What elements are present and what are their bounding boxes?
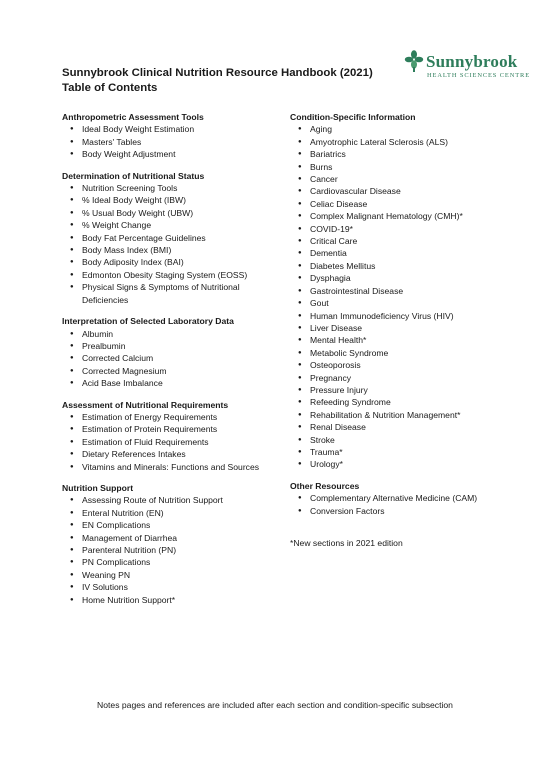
new-sections-note: *New sections in 2021 edition xyxy=(290,538,403,548)
toc-item: ● Prealbumin xyxy=(62,340,272,352)
toc-item: ● COVID-19* xyxy=(290,223,505,235)
toc-item: ● Rehabilitation & Nutrition Management* xyxy=(290,409,505,421)
toc-list xyxy=(290,123,505,470)
toc-item: ● Albumin xyxy=(62,328,272,340)
toc-item: ● Acid Base Imbalance xyxy=(62,377,272,389)
toc-item: ● Complex Malignant Hematology (CMH)* xyxy=(290,210,505,222)
toc-item: ● Physical Signs & Symptoms of Nutritional Deficiencies xyxy=(62,281,272,306)
toc-item: ● Human Immunodeficiency Virus (HIV) xyxy=(290,310,505,322)
toc-item: ● Parenteral Nutrition (PN) xyxy=(62,544,272,556)
toc-item: ● Burns xyxy=(290,161,505,173)
toc-item: ● Pregnancy xyxy=(290,372,505,384)
toc-item: ● Body Mass Index (BMI) xyxy=(62,244,272,256)
toc-item: ● Estimation of Energy Requirements xyxy=(62,411,272,423)
toc-item: ● Assessing Route of Nutrition Support xyxy=(62,494,272,506)
toc-item: ● Home Nutrition Support* xyxy=(62,594,272,606)
toc-list xyxy=(62,494,272,606)
footer-note: Notes pages and references are included after each section and condition-specific subsection xyxy=(97,700,453,710)
toc-item: ● Masters' Tables xyxy=(62,136,272,148)
logo-wordmark: Sunnybrook xyxy=(426,52,518,71)
toc-list xyxy=(290,492,505,517)
toc-item: ● Edmonton Obesity Staging System (EOSS) xyxy=(62,269,272,281)
toc-item: ● Amyotrophic Lateral Sclerosis (ALS) xyxy=(290,136,505,148)
toc-item: ● Dysphagia xyxy=(290,272,505,284)
toc-list xyxy=(62,182,272,306)
toc-item: ● Aging xyxy=(290,123,505,135)
toc-item: ● Dietary References Intakes xyxy=(62,448,272,460)
toc-item: ● Estimation of Fluid Requirements xyxy=(62,436,272,448)
toc-item: ● Complementary Alternative Medicine (CAM) xyxy=(290,492,505,504)
toc-item: ● Cardiovascular Disease xyxy=(290,185,505,197)
sunnybrook-logo xyxy=(404,50,530,86)
left-column xyxy=(62,111,272,615)
toc-item: ● Pressure Injury xyxy=(290,384,505,396)
flower-icon xyxy=(404,50,424,72)
toc-list xyxy=(62,411,272,473)
toc-item: ● Vitamins and Minerals: Functions and Sources xyxy=(62,461,272,473)
toc-item: ● Celiac Disease xyxy=(290,198,505,210)
toc-item: ● Estimation of Protein Requirements xyxy=(62,423,272,435)
right-column xyxy=(290,111,505,549)
toc-item: ● Gout xyxy=(290,297,505,309)
toc-item: ● Diabetes Mellitus xyxy=(290,260,505,272)
toc-item: ● Liver Disease xyxy=(290,322,505,334)
toc-item: ● IV Solutions xyxy=(62,581,272,593)
toc-item: ● Osteoporosis xyxy=(290,359,505,371)
toc-item: ● Renal Disease xyxy=(290,421,505,433)
section-heading-other-resources: Other Resources xyxy=(290,480,360,491)
toc-item: ● % Weight Change xyxy=(62,219,272,231)
toc-item: ● Management of Diarrhea xyxy=(62,532,272,544)
toc-item: ● Ideal Body Weight Estimation xyxy=(62,123,272,135)
section-heading-determination-of-nutritional-status: Determination of Nutritional Status xyxy=(62,170,205,181)
section-heading-interpretation-of-selected-laboratory-data: Interpretation of Selected Laboratory Data xyxy=(62,316,234,327)
toc-item: ● EN Complications xyxy=(62,519,272,531)
toc-item: ● Trauma* xyxy=(290,446,505,458)
toc-item: ● Body Adiposity Index (BAI) xyxy=(62,256,272,268)
toc-item: ● Enteral Nutrition (EN) xyxy=(62,507,272,519)
toc-item: ● Body Weight Adjustment xyxy=(62,148,272,160)
toc-item: ● Refeeding Syndrome xyxy=(290,396,505,408)
toc-item: ● Gastrointestinal Disease xyxy=(290,285,505,297)
section-heading-condition-specific-information: Condition-Specific Information xyxy=(290,112,416,122)
toc-item: ● Bariatrics xyxy=(290,148,505,160)
section-heading-assessment-of-nutritional-requirements: Assessment of Nutritional Requirements xyxy=(62,399,229,410)
section-heading-nutrition-support: Nutrition Support xyxy=(62,482,134,493)
toc-item: ● Dementia xyxy=(290,247,505,259)
toc-item: ● Mental Health* xyxy=(290,334,505,346)
toc-item: ● Metabolic Syndrome xyxy=(290,347,505,359)
section-heading-anthropometric-assessment-tools: Anthropometric Assessment Tools xyxy=(62,112,204,122)
toc-item: ● Urology* xyxy=(290,458,505,470)
logo-subtitle: HEALTH SCIENCES CENTRE xyxy=(427,72,530,79)
toc-item: ● % Usual Body Weight (UBW) xyxy=(62,207,272,219)
title-line-1: Sunnybrook Clinical Nutrition Resource Handbook (2021) xyxy=(62,67,373,79)
toc-item: ● Nutrition Screening Tools xyxy=(62,182,272,194)
toc-item: ● Stroke xyxy=(290,434,505,446)
toc-item: ● % Ideal Body Weight (IBW) xyxy=(62,194,272,206)
toc-item: ● Body Fat Percentage Guidelines xyxy=(62,232,272,244)
toc-item: ● Corrected Calcium xyxy=(62,352,272,364)
toc-item: ● PN Complications xyxy=(62,556,272,568)
toc-item: ● Weaning PN xyxy=(62,569,272,581)
toc-list xyxy=(62,328,272,390)
document-title xyxy=(62,66,373,96)
toc-item: ● Corrected Magnesium xyxy=(62,365,272,377)
toc-item: ● Cancer xyxy=(290,173,505,185)
toc-item: ● Critical Care xyxy=(290,235,505,247)
toc-list xyxy=(62,123,272,160)
title-line-2: Table of Contents xyxy=(62,82,158,94)
toc-item: ● Conversion Factors xyxy=(290,505,505,517)
